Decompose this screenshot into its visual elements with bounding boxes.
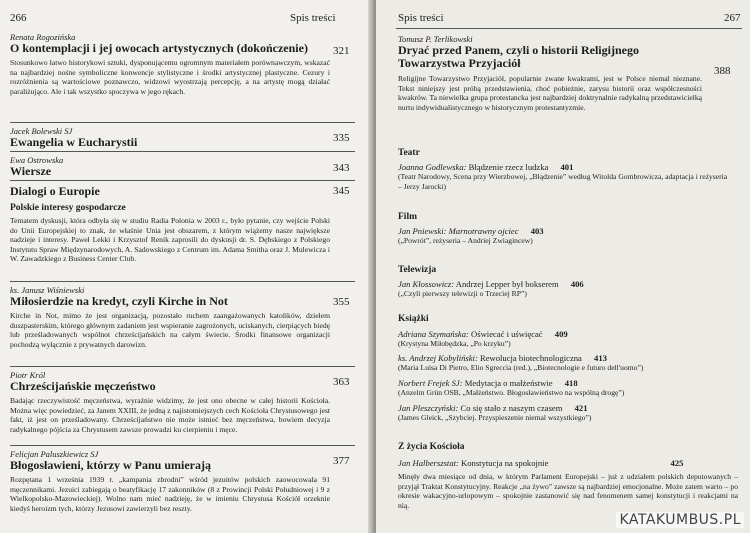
toc-entry xyxy=(10,449,330,513)
toc-item xyxy=(398,162,728,191)
toc-item xyxy=(398,226,728,246)
entry-page: 343 xyxy=(333,162,350,174)
entry-author: ks. Janusz Wiśniewski xyxy=(10,285,85,295)
entry-title: Dialogi o Europie xyxy=(10,184,100,198)
entry-page: 388 xyxy=(714,65,731,77)
item-author: ks. Andrzej Kobyliński: xyxy=(398,353,478,363)
item-page: 406 xyxy=(570,279,584,289)
item-title: Konstytucja na spokojnie xyxy=(461,458,549,468)
item-detail: (Maria Luisa Di Pietro, Elio Sgreccia (red.), „Biotecnologie e futuro dell'uomo”) xyxy=(398,363,644,372)
item-title: Andrzej Lepper był bokserem xyxy=(455,279,559,289)
item-author: Jan Halberszstat: xyxy=(398,458,459,468)
item-page: 403 xyxy=(530,226,544,236)
left-page xyxy=(0,0,372,533)
item-title: Medytacja o małżeństwie xyxy=(464,378,553,388)
entry-title: O kontemplacji i jej owocach artystycznych (dokończenie) xyxy=(10,41,308,55)
toc-item xyxy=(398,378,728,398)
entry-title: Chrześcijańskie męczeństwo xyxy=(10,379,156,393)
section-heading: Film xyxy=(398,212,417,222)
item-page: 413 xyxy=(594,353,607,363)
entry-title: Ewangelia w Eucharystii xyxy=(10,135,138,149)
toc-item xyxy=(398,329,728,349)
toc-entry xyxy=(10,185,330,264)
item-title: Błądzenie rzecz ludzka xyxy=(468,162,549,172)
entry-author: Jacek Bolewski SJ xyxy=(10,126,73,136)
item-title: Oświecać i uświęcać xyxy=(471,329,543,339)
toc-entry xyxy=(10,32,330,96)
toc-item xyxy=(398,458,738,510)
entry-title: Wiersze xyxy=(10,164,52,178)
entry-divider xyxy=(10,445,355,446)
toc-item xyxy=(398,353,728,373)
section-heading: Z życia Kościoła xyxy=(398,442,465,452)
entry-page: 321 xyxy=(333,45,350,57)
item-detail: (James Gleick, „Szybciej. Przyspieszenie niemal wszystkiego”) xyxy=(398,413,592,422)
entry-page: 355 xyxy=(333,296,350,308)
entry-abstract: Stosunkowo łatwo historykowi sztuki, dysponującemu ogromnym materiałem porównawczym, wskazać na najbardziej nośne symboliczne konwencje stylistyczne i środki artystycznej plastyczne. Cezury i rozróżnienia są wartościowe poznawczo, widzowi wyostrzają percepcję, a na artystę mogą działać paraliżująco. Ale i tak wszystko spoczywa w jego rękach. xyxy=(10,58,330,96)
entry-divider xyxy=(10,366,355,367)
entry-divider xyxy=(10,281,355,282)
item-detail: (Krystyna Miłobędzka, „Po krzyku”) xyxy=(398,339,511,348)
section-heading: Książki xyxy=(398,314,429,324)
item-detail: Minęły dwa miesiące od dnia, w którym Parlament Europejski – już z udziałem polskich deputowanych – przyjął Traktat Konstytucyjny. Reakcje „na żywo” zawsze są najbardziej emocjonalne. Może zatem warto – po okresie wakacyjno-urlopowym – spokojnie zastanowić się nad fenomenem samej konstytucji i reakcjami na nią. xyxy=(398,472,738,510)
entry-abstract: Tematem dyskusji, która odbyła się w studiu Radia Polonia w 2003 r., było pytanie, czy wejście Polski do Unii Europejskiej to znak, że właśnie Unia jest obszarem, z którym wiążemy nasze największe nadzieje i interesy. Paweł Lekki i Krzysztof Renik zaprosili do dyskusji dr. S. Dębskiego z Polskiego Instytutu Spraw Międzynarodowych, A. Sadowskiego z Centrum im. Adama Smitha oraz J. Mulewicza i W. Zawadzkiego z Business Center Club. xyxy=(10,216,330,264)
entry-page: 335 xyxy=(333,132,350,144)
entry-title: Miłosierdzie na kredyt, czyli Kirche in Not xyxy=(10,294,228,308)
watermark: KATAKUMBUS.PL xyxy=(616,512,744,528)
entry-author: Tomasz P. Terlikowski xyxy=(398,34,473,44)
item-title: Rewolucja biotechnologiczna xyxy=(479,353,582,363)
entry-title: Dryać przed Panem, czyli o historii Religijnego Towarzystwa Przyjaciół xyxy=(398,43,639,70)
entry-author: Felicjan Paluszkiewicz SJ xyxy=(10,449,99,459)
item-page: 401 xyxy=(560,162,574,172)
running-title-left: Spis treści xyxy=(290,12,336,24)
item-detail: (Teatr Narodowy, Scena przy Wierzbowej, „Błądzenie” według Witolda Gombrowicza, adaptacja i reżyseria – Jerzy Jarocki) xyxy=(398,172,728,191)
toc-entry xyxy=(398,34,702,112)
entry-subtitle: Polskie interesy gospodarcze xyxy=(10,203,126,213)
entry-abstract: Badając rzeczywistość męczeństwa, wyraźnie widzimy, że jest ono obecne w całej historii Kościoła. Można więc powiedzieć, za Janem XXIII, że jedną z najistotniejszych cech Kościoła Chrystusowego jest fakt, iż jest on prześladowany. Chrześcijaństwo nie może istnieć bez męczeństwa, bowiem decyzja radykalnego pójścia za Chrystusem zawsze prowadzi ku cierpieniu i męce. xyxy=(10,396,330,434)
item-title: Co się stało z naszym czasem xyxy=(460,403,563,413)
entry-abstract: Rozpętana 1 września 1939 r. „kampania zbrodni” wśród jezuitów polskich zaowocowała 91 męczennikami. Jezuici zabiegają o beatyfikację 17 zakonników (8 z Prowincji Polski Południowej i 9 z Wielkopolsko-Mazowieckiej). Wolno nam mieć nadzieję, że w imieniu Chrystusa Kościół orzeknie kiedyś heroizm tych, którzy Jezusowi zawierzyli bez reszty. xyxy=(10,475,330,513)
entry-abstract: Religijne Towarzystwo Przyjaciół, popularnie zwane kwakrami, jest w Polsce niemal nieznane. Tekst niniejszy jest próbą przedstawienia, choć pobieżnie, zarysu historii oraz współczesności kwakrów. Ta niewielka grupa protestancka jest najbardziej doktrynalnie radykalną przedstawicielką nurtu indywidualistycznego w historycznym protestantyzmie. xyxy=(398,74,702,112)
entry-author: Renata Rogozińska xyxy=(10,32,76,42)
running-title-right: Spis treści xyxy=(398,12,444,24)
page-number-right: 267 xyxy=(724,12,741,24)
item-page: 421 xyxy=(574,403,588,413)
entry-divider xyxy=(10,180,355,181)
right-page xyxy=(376,0,750,533)
item-author: Adriana Szymańska: xyxy=(398,329,469,339)
entry-author: Piotr Król xyxy=(10,370,46,380)
entry-author: Ewa Ostrowska xyxy=(10,155,64,165)
entry-abstract: Kirche in Not, mimo że jest organizacją, pozostało ruchem zaangażowanych katolików, dziełem duszpasterskim, którego głównym zadaniem jest wspieranie zagrożonych, uciskanych, cierpiących biedę lub prześladowanych wspólnot chrześcijańskich na całym świecie. Środki finansowe organizacji pochodzą wyłącznie z prywatnych darowizn. xyxy=(10,311,330,349)
toc-entry xyxy=(10,370,330,434)
entry-title: Błogosławieni, którzy w Panu umierają xyxy=(10,458,211,472)
item-page: 418 xyxy=(564,378,578,388)
item-author: Jan Kłossowicz: xyxy=(398,279,455,289)
item-detail: (Anzelm Grün OSB, „Małżeństwo. Błogosławieństwo na wspólną drogę”) xyxy=(398,388,625,397)
item-detail: („Powrót”, reżyseria – Andriej Zwiagincew) xyxy=(398,236,533,245)
entry-page: 363 xyxy=(333,376,350,388)
toc-entry xyxy=(10,155,330,178)
item-author: Jan Pleszczyński: xyxy=(398,403,459,413)
toc-entry xyxy=(10,126,330,149)
item-page: 409 xyxy=(554,329,568,339)
section-heading: Telewizja xyxy=(398,265,437,275)
entry-page: 345 xyxy=(333,185,350,197)
item-author: Norbert Frejek SJ: xyxy=(398,378,463,388)
item-author: Jan Pniewski: xyxy=(398,226,447,236)
item-detail: („Czyli pierwszy telewizji o Trzeciej RP”) xyxy=(398,289,527,298)
item-page: 425 xyxy=(670,458,684,468)
page-number-left: 266 xyxy=(10,12,27,24)
toc-item xyxy=(398,403,728,423)
header-rule xyxy=(396,28,742,29)
section-heading: Teatr xyxy=(398,148,420,158)
toc-entry xyxy=(10,285,330,349)
item-author: Joanna Godlewska: xyxy=(398,162,467,172)
entry-page: 377 xyxy=(333,455,350,467)
item-title: Marnotrawny ojciec xyxy=(448,226,519,236)
entry-divider xyxy=(10,122,355,123)
toc-item xyxy=(398,279,728,299)
entry-divider xyxy=(10,151,355,152)
